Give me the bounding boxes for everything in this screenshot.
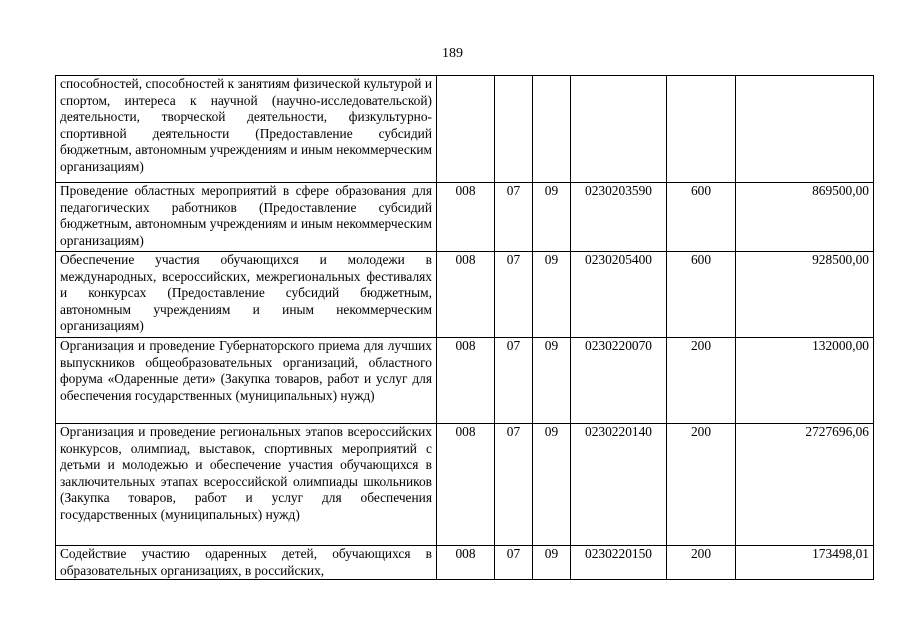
table-row: [56, 76, 874, 183]
amount-value: [736, 76, 874, 183]
expense-type-code: 200: [667, 424, 736, 546]
subsection-code: 09: [533, 546, 571, 580]
row-description: Содействие участию одаренных детей, обучающихся в образовательных организациях, в российских,: [56, 546, 437, 580]
subsection-code: 09: [533, 424, 571, 546]
ministry-code: 008: [437, 546, 495, 580]
ministry-code: [437, 76, 495, 183]
row-description: способностей, способностей к занятиям физической культурой и спортом, интереса к научной (научно-исследовательской) деятельности, творческой деятельности, физкультурно-спортивной деятельности (Предоставление субсидий бюджетным, автономным учреждениям и иным некоммерческим организациям): [56, 76, 437, 183]
row-description: Проведение областных мероприятий в сфере образования для педагогических работников (Предоставление субсидий бюджетным, автономным учреждениям и иным некоммерческим организациям): [56, 183, 437, 252]
expense-type-code: 200: [667, 338, 736, 424]
section-code: 07: [495, 252, 533, 338]
section-code: 07: [495, 424, 533, 546]
row-description: Обеспечение участия обучающихся и молодежи в международных, всероссийских, межрегиональных фестивалях и конкурсах (Предоставление субсидий бюджетным, автономным учреждениям и иным некоммерческим организациям): [56, 252, 437, 338]
expense-type-code: [667, 76, 736, 183]
ministry-code: 008: [437, 252, 495, 338]
ministry-code: 008: [437, 183, 495, 252]
table-row: [56, 252, 874, 338]
section-code: 07: [495, 546, 533, 580]
section-code: [495, 76, 533, 183]
expense-type-code: 600: [667, 183, 736, 252]
target-article-code: 0230203590: [571, 183, 667, 252]
target-article-code: 0230220070: [571, 338, 667, 424]
target-article-code: 0230205400: [571, 252, 667, 338]
target-article-code: [571, 76, 667, 183]
expense-type-code: 600: [667, 252, 736, 338]
section-code: 07: [495, 338, 533, 424]
amount-value: 173498,01: [736, 546, 874, 580]
section-code: 07: [495, 183, 533, 252]
subsection-code: [533, 76, 571, 183]
table-row: [56, 424, 874, 546]
ministry-code: 008: [437, 338, 495, 424]
amount-value: 869500,00: [736, 183, 874, 252]
budget-table: [55, 75, 874, 580]
row-description: Организация и проведение региональных этапов всероссийских конкурсов, олимпиад, выставок, спортивных мероприятий с детьми и молодежью и обеспечение участия обучающихся в заключительных этапах всероссийской олимпиады школьников (Закупка товаров, работ и услуг для обеспечения государственных (муниципальных) нужд): [56, 424, 437, 546]
table-row: [56, 338, 874, 424]
amount-value: 928500,00: [736, 252, 874, 338]
subsection-code: 09: [533, 252, 571, 338]
ministry-code: 008: [437, 424, 495, 546]
page-number: 189: [442, 46, 463, 61]
target-article-code: 0230220150: [571, 546, 667, 580]
subsection-code: 09: [533, 183, 571, 252]
amount-value: 2727696,06: [736, 424, 874, 546]
expense-type-code: 200: [667, 546, 736, 580]
subsection-code: 09: [533, 338, 571, 424]
target-article-code: 0230220140: [571, 424, 667, 546]
row-description: Организация и проведение Губернаторского приема для лучших выпускников общеобразовательных организаций, областного форума «Одаренные дети» (Закупка товаров, работ и услуг для обеспечения государственных (муниципальных) нужд): [56, 338, 437, 424]
table-row: [56, 183, 874, 252]
amount-value: 132000,00: [736, 338, 874, 424]
table-row: [56, 546, 874, 580]
